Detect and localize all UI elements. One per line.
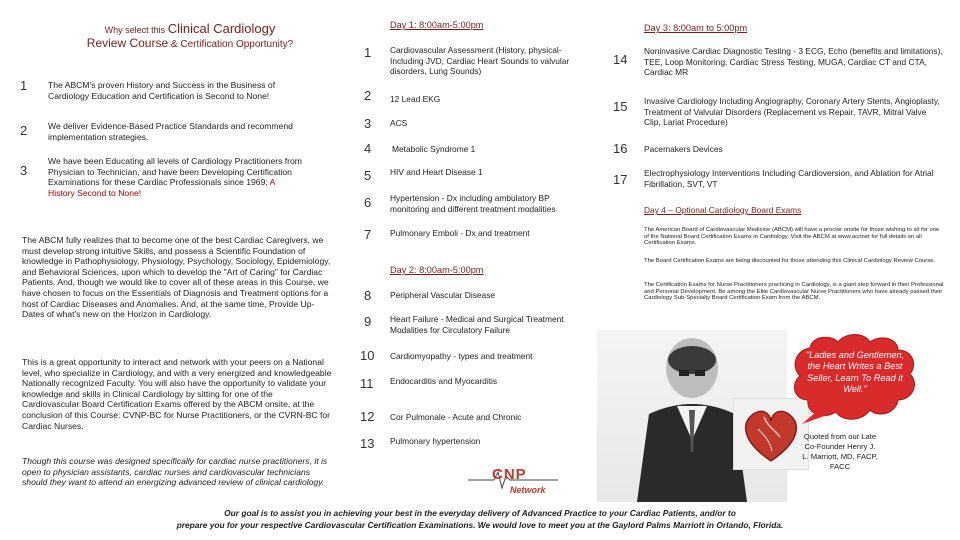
point-text (48, 156, 303, 198)
day-item-text: Metabolic Syndrome 1 (392, 144, 476, 154)
day-item-number: 10 (360, 348, 375, 363)
point-number: 1 (20, 78, 28, 93)
day-item-text: Pacemakers Devices (644, 144, 723, 154)
day-item-number: 5 (364, 168, 372, 183)
day-item-text: Noninvasive Cardiac Diagnostic Testing - 3 ECG, Echo (benefits and limitations), TEE, Loop Monitoring, Cardiac Stress Testing, MUGA, Cardiac CT and CTA, Cardiac MR (644, 46, 943, 78)
day-item-number: 1 (364, 45, 372, 60)
day-item-number: 8 (364, 288, 372, 303)
day-item-text: Electrophysiology Interventions Including Cardioversion, and Ablation for Atrial Fibrillation, SVT, VT (644, 168, 934, 189)
day4-paragraph: The Board Certification Exams are being discounted for those attending this Clinical Cardiology Review Course. (644, 258, 936, 264)
day-item-number: 12 (360, 409, 375, 424)
day-item-number: 16 (613, 141, 628, 156)
day-item-number: 15 (613, 99, 628, 114)
day-item-text: Cardiomyopathy - types and treatment (390, 351, 533, 361)
point-text-body: We have been Educating all levels of Cardiology Practitioners from Physician to Technician, and have been Developing Certification Examinations for these Cardiac Professionals since 1969; (48, 156, 302, 188)
day-item-text: 12 Lead EKG (390, 94, 441, 104)
point-text: The ABCM's proven History and Success in the Business of Cardiology Education and Certification is Second to None! (48, 80, 276, 101)
paragraph: The ABCM fully realizes that to become one of the best Cardiac Caregivers, we must develop strong intuitive Skills, and possess a Scientific Foundation of knowledge in Pathophysiology, Physiology, Psychology, Sociology, Epidemiology, and Behavioral Sciences, upon which to develop the "Art of Caring" for Cardiac Patients. And, though we would like to cover all of these areas in this Course, we have chosen to focus on the Essentials of Diagnosis and Treatment options for a host of Cardiac Diseases and Anomalies. And, at the same time, Provide Up-Dates of what's new on the Horizon in Cardiology. (22, 235, 331, 320)
day-item-text: Hypertension - Dx including ambulatory BP monitoring and different treatment modalities (390, 193, 556, 214)
logo-brand: CNP (492, 466, 527, 483)
quote-text: "Ladies and Gentlemen, the Heart Writes a Best Seller, Learn To Read it Well." (805, 350, 905, 395)
quote-attribution: Quoted from our Late Co-Founder Henry J. L. Marriott, MD, FACP, FACC (802, 432, 878, 471)
day-item-text: Peripheral Vascular Disease (390, 290, 496, 300)
footer-line-1: Our goal is to assist you in achieving your best in the everyday delivery of Advanced Practice to your Cardiac Patients, and/or to (224, 508, 736, 518)
day4-paragraph: The Certification Exams for Nurse Practitioners practicing in Cardiology, is a giant step forward in their Professional and Personal Development. Be among the Elite Cardiovascular Nurse Practitioners who have already passed their Cardiology Sub-Specialty Board Certification Exam from the ABCM. (644, 282, 944, 302)
day-item-number: 2 (364, 88, 372, 103)
cnp-network-logo (468, 466, 558, 500)
paragraph: This is a great opportunity to interact and network with your peers on a National level, who specialize in Cardiology, and with a very energized and knowledgeable Nationally recognized Faculty. You will also have the opportunity to validate your knowledge and skills in Clinical Cardiology by sitting for one of the Cardiovascular Board Certification Exams offered by the ABCM onsite, at the conclusion of this Course: CVNP-BC for Nurse Practitioners, or the CVRN-BC for Cardiac Nurses. (22, 357, 332, 431)
day4-paragraph: The American Board of Cardiovascular Medicine (ABCM) will have a proctor onsite for those wishing to sit for one of the National Board Certification Exams in Cardiology. Visit the ABCM at www.acnnet for full details on all Certification Exams. (644, 227, 940, 247)
day-item-number: 7 (364, 227, 372, 242)
day-item-text: Cardiovascular Assessment (History, physical-Including JVD, Cardiac Heart Sounds to valvular disorders, Lung Sounds) (390, 45, 570, 77)
day4-heading: Day 4 – Optional Cardiology Board Exams (644, 205, 802, 215)
left-title (30, 22, 350, 51)
point-text: We deliver Evidence-Based Practice Standards and recommend implementation strategies. (48, 121, 293, 142)
day-item-text: Pulmonary hypertension (390, 436, 481, 446)
day1-heading: Day 1: 8:00am-5:00pm (390, 20, 484, 30)
day-item-text: Cor Pulmonale - Acute and Chronic (390, 412, 522, 422)
day-item-number: 13 (360, 436, 375, 451)
footer-line-2: prepare you for your respective Cardiovascular Certification Examinations. We would love to meet you at the Gaylord Palms Marriott in Orlando, Florida. (176, 520, 784, 530)
day-item-number: 3 (364, 116, 372, 131)
day-item-text: Heart Failure - Medical and Surgical Treatment Modalities for Circulatory Failure (390, 314, 564, 335)
title-line2-strong: Review Course (86, 36, 169, 50)
italic-note: Though this course was designed specifically for cardiac nurse practitioners, it is open to physician assistants, cardiac nurses and cardiovascular technicians should they want to attend an energizing advanced review of clinical cardiology. (22, 456, 328, 488)
day-item-text: Invasive Cardiology Including Angiography, Coronary Artery Stents, Angioplasty, Treatment of Valvular Disorders (Replacement vs Repair, TAVR, Mitral Valve Clip, Lariat Procedure) (644, 96, 940, 128)
point-highlight: A History Second to None! (48, 177, 275, 198)
point-number: 3 (20, 163, 28, 178)
title-line2-rest: & Certification Opportunity? (168, 39, 294, 50)
title-strong: Clinical Cardiology (167, 21, 276, 36)
day-item-number: 6 (364, 195, 372, 210)
day-item-number: 17 (613, 172, 628, 187)
title-prefix: Why select this (104, 25, 168, 35)
day-item-number: 11 (360, 376, 374, 391)
day-item-text: ACS (390, 118, 408, 128)
day-item-text: Pulmonary Emboli - Dx and treatment (390, 228, 530, 238)
day-item-number: 4 (364, 141, 372, 156)
day-item-number: 14 (613, 52, 628, 67)
logo-sub: Network (510, 485, 546, 495)
day-item-number: 9 (364, 314, 372, 329)
day2-heading: Day 2: 8:00am-5:00pm (390, 265, 484, 275)
day3-heading: Day 3: 8:00am to 5:00pm (644, 23, 748, 33)
day-item-text: Endocarditis and Myocarditis (390, 376, 498, 386)
quote-bubble (790, 334, 920, 424)
point-number: 2 (20, 123, 28, 138)
day-item-text: HIV and Heart Disease 1 (390, 167, 483, 177)
